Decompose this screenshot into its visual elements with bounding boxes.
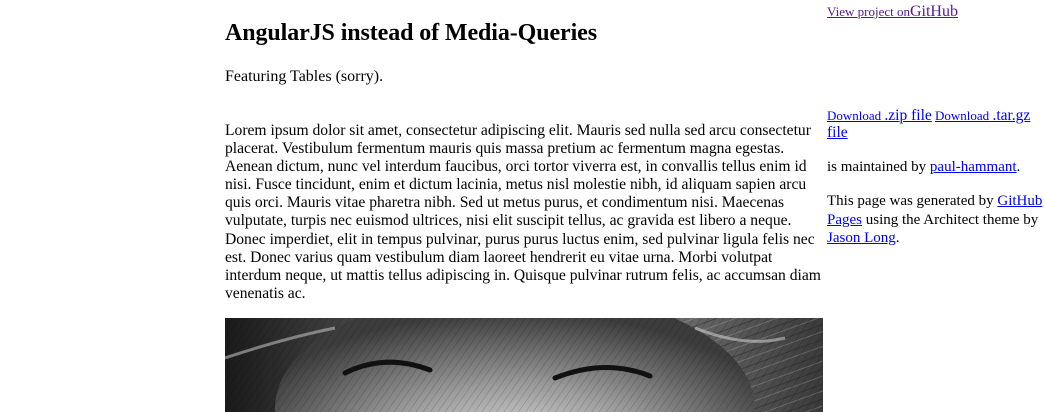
download-zip-link[interactable] xyxy=(827,108,932,123)
maintainer-link[interactable]: paul-hammant xyxy=(929,159,1017,175)
github-brand: GitHub xyxy=(909,3,958,20)
download-zip-prefix: Download xyxy=(827,108,882,123)
kitten-photo xyxy=(225,318,823,412)
page-subtitle: Featuring Tables (sorry). xyxy=(225,68,384,85)
maintained-prefix: is maintained by xyxy=(827,159,927,175)
download-zip-ext: .zip file xyxy=(884,107,932,124)
download-links xyxy=(827,107,1043,141)
github-pages-link[interactable]: GitHub Pages xyxy=(827,193,1043,228)
page-title: AngularJS instead of Media-Queries xyxy=(225,20,597,46)
generated-by-credit xyxy=(827,192,1045,248)
lorem-paragraph: Lorem ipsum dolor sit amet, consectetur adipiscing elit. Mauris sed nulla sed arcu consectetur placerat. Vestibulum fermentum mauris quis massa pretium ac fermentum magna egestas. Aenean dictum, nunc vel interdum faucibus, orci tortor viverra est, in convallis tellus enim id nisi. Fusce tincidunt, enim et dictum lacinia, metus nisl molestie nibh, id aliquam sapien arcu quis orci. Mauris vitae pharetra nibh. Sed ut metus purus, et condimentum nisi. Maecenas vulputate, turpis nec euismod ultrices, nisi elit suscipit tellus, ac gravida est libero a neque. Donec imperdiet, elit in tempus pulvinar, purus purus luctus enim, sed pulvinar ligula felis nec est. Donec varius quam vestibulum diam laoreet hendrerit eu vitae urna. Morbi volutpat interdum neque, ut mattis tellus adipiscing in. Quisque pulvinar rutrum felis, ac accumsan diam venenatis ac. xyxy=(225,122,821,302)
download-tar-ext: .tar.gz file xyxy=(827,107,1031,141)
generated-prefix: This page was generated by xyxy=(827,193,994,209)
generated-suffix: . xyxy=(895,230,900,246)
theme-author-link[interactable]: Jason Long xyxy=(827,230,896,246)
maintained-by-line xyxy=(827,159,1020,176)
view-project-on-github-link[interactable] xyxy=(827,3,958,21)
maintained-suffix: . xyxy=(1016,159,1021,175)
kitten-photo-image xyxy=(225,318,823,412)
download-tar-prefix: Download xyxy=(935,108,990,123)
view-project-prefix: View project on xyxy=(827,4,910,19)
generated-middle: using the Architect theme by xyxy=(865,211,1039,228)
